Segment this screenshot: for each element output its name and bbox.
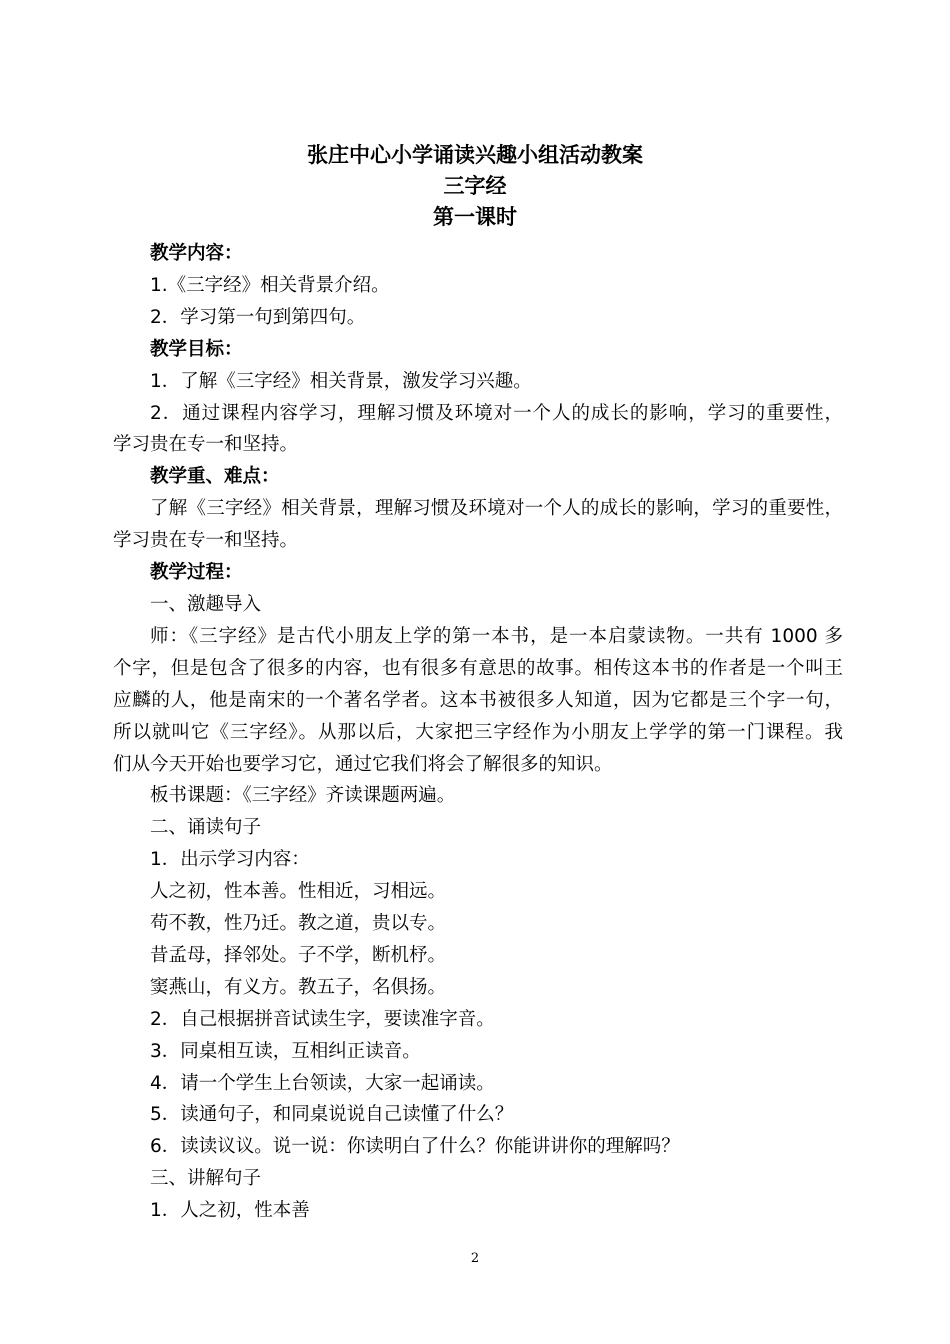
document-subtitle: 三字经 [443, 174, 507, 198]
body-line: 板书课题：《三字经》齐读课题两遍。 [150, 785, 456, 807]
body-line: 所以就叫它《三字经》。从那以后，大家把三字经作为小朋友上学学的第一门课程。我 [113, 721, 843, 743]
body-line: 1．人之初，性本善 [150, 1200, 310, 1222]
body-line: 昔孟母，择邻处。子不学，断机杼。 [150, 944, 447, 966]
body-line: 5．读通句子，和同桌说说自己读懂了什么？ [150, 1104, 514, 1126]
body-line: 三、讲解句子 [150, 1168, 262, 1190]
body-line: 了解《三字经》相关背景，理解习惯及环境对一个人的成长的影响，学习的重要性， [150, 498, 843, 520]
body-line: 3．同桌相互读，互相纠正读音。 [150, 1040, 421, 1062]
body-line: 二、诵读句子 [150, 817, 262, 839]
body-line: 学习贵在专一和坚持。 [113, 434, 299, 456]
page-number: 2 [470, 1251, 480, 1266]
body-line: 6．读读议议。说一说：你读明白了什么？你能讲讲你的理解吗？ [150, 1136, 680, 1158]
body-line: 1.《三字经》相关背景介绍。 [150, 274, 390, 296]
section-heading: 教学目标： [150, 338, 243, 360]
body-line: 苟不教，性乃迁。教之道，贵以专。 [150, 913, 447, 935]
document-title: 张庄中心小学诵读兴趣小组活动教案 [307, 143, 643, 167]
body-line: 2．通过课程内容学习，理解习惯及环境对一个人的成长的影响，学习的重要性， [150, 402, 843, 424]
body-line: 一、激趣导入 [150, 593, 262, 615]
section-heading: 教学重、难点： [150, 466, 280, 488]
body-line: 人之初，性本善。性相近，习相远。 [150, 881, 447, 903]
lesson-title: 第一课时 [433, 205, 517, 229]
body-line: 们从今天开始也要学习它，通过它我们将会了解很多的知识。 [113, 753, 613, 775]
body-line: 个字，但是包含了很多的内容，也有很多有意思的故事。相传这本书的作者是一个叫王 [113, 657, 843, 679]
body-line: 师：《三字经》是古代小朋友上学的第一本书，是一本启蒙读物。一共有 1000 多 [150, 625, 843, 647]
body-line: 应麟的人，他是南宋的一个著名学者。这本书被很多人知道，因为它都是三个字一句， [113, 689, 843, 711]
body-line: 2．学习第一句到第四句。 [150, 306, 366, 328]
body-line: 窦燕山，有义方。教五子，名俱扬。 [150, 976, 447, 998]
document-title-block [0, 140, 950, 233]
body-line: 学习贵在专一和坚持。 [113, 530, 299, 552]
body-line: 4．请一个学生上台领读，大家一起诵读。 [150, 1072, 495, 1094]
section-heading: 教学过程： [150, 562, 243, 584]
document-body [113, 238, 843, 1227]
body-line: 1．了解《三字经》相关背景，激发学习兴趣。 [150, 370, 532, 392]
body-line: 2．自己根据拼音试读生字，要读准字音。 [150, 1008, 495, 1030]
section-heading: 教学内容： [150, 243, 243, 264]
body-line: 1．出示学习内容： [150, 849, 310, 871]
